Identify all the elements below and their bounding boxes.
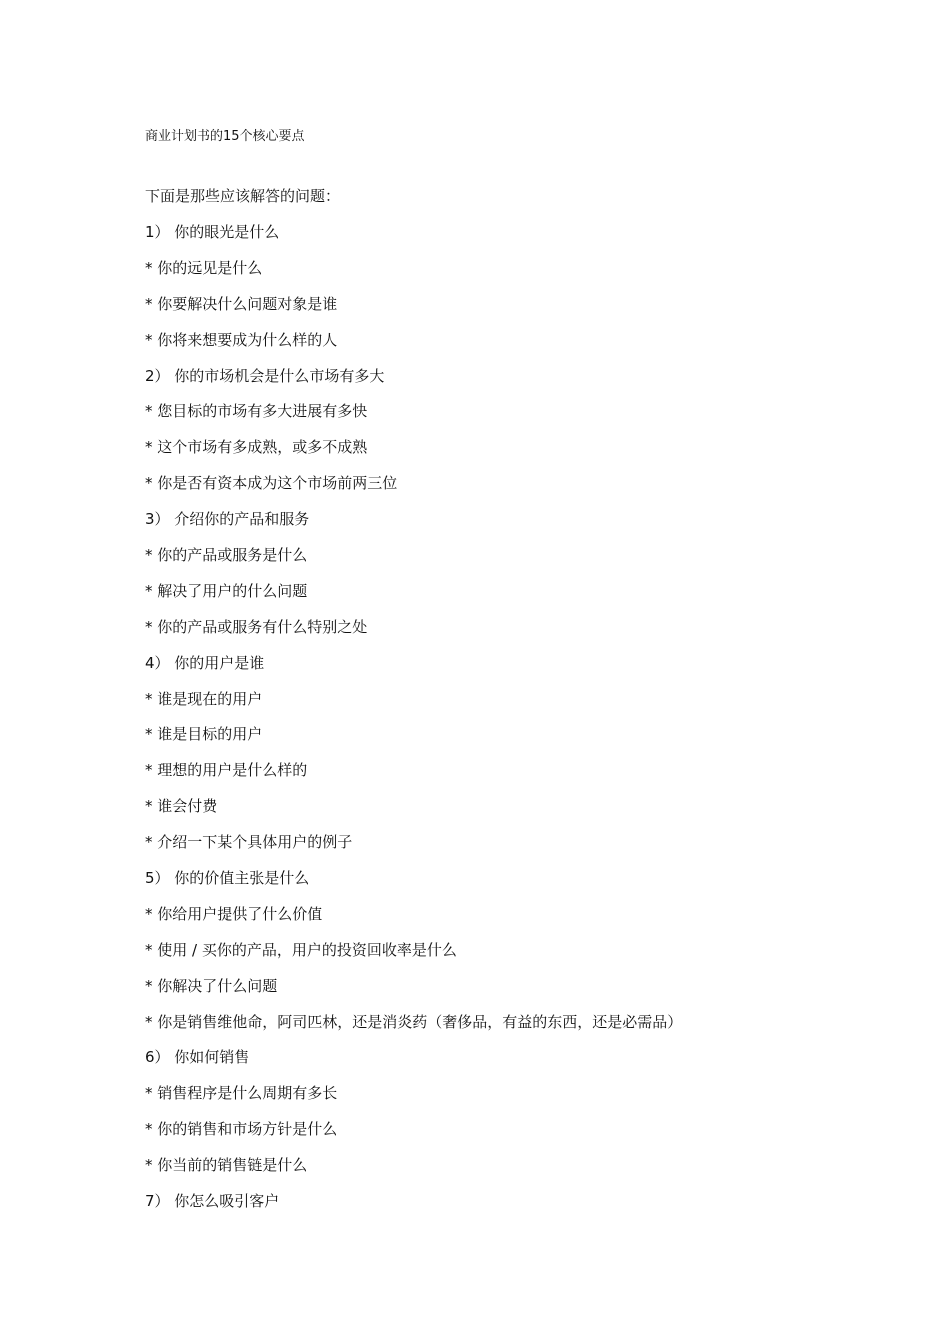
question-line: 6） 你如何销售 bbox=[145, 1048, 250, 1067]
question-line: 5） 你的价值主张是什么 bbox=[145, 869, 310, 888]
question-line: 2） 你的市场机会是什么市场有多大 bbox=[145, 366, 385, 385]
question-line: * 你解决了什么问题 bbox=[145, 976, 278, 995]
question-line: * 你的远见是什么 bbox=[145, 258, 263, 277]
question-line: 1） 你的眼光是什么 bbox=[145, 223, 280, 241]
question-line: * 你的产品或服务有什么特别之处 bbox=[145, 617, 368, 636]
question-line: * 理想的用户是什么样的 bbox=[145, 761, 308, 780]
question-line: * 你当前的销售链是什么 bbox=[145, 1156, 308, 1175]
question-line: * 你是否有资本成为这个市场前两三位 bbox=[145, 474, 398, 493]
question-line: 7） 你怎么吸引客户 bbox=[145, 1192, 280, 1211]
intro-text: 下面是那些应该解答的问题： bbox=[145, 187, 341, 205]
question-list bbox=[145, 221, 682, 1226]
question-line: * 你是销售维他命，阿司匹林，还是消炎药（奢侈品，有益的东西，还是必需品） bbox=[145, 1012, 683, 1031]
question-line: * 您目标的市场有多大进展有多快 bbox=[145, 402, 368, 421]
question-line: * 谁是现在的用户 bbox=[145, 689, 263, 708]
question-line: * 你给用户提供了什么价值 bbox=[145, 904, 323, 923]
question-line: * 谁会付费 bbox=[145, 797, 218, 816]
question-line: 3） 介绍你的产品和服务 bbox=[145, 510, 310, 529]
question-line: * 你的产品或服务是什么 bbox=[145, 546, 308, 565]
question-line: * 使用 / 买你的产品，用户的投资回收率是什么 bbox=[145, 940, 457, 959]
question-line: * 销售程序是什么周期有多长 bbox=[145, 1084, 338, 1103]
question-line: * 你要解决什么问题对象是谁 bbox=[145, 294, 338, 313]
question-line: * 谁是目标的用户 bbox=[145, 725, 263, 744]
question-line: * 解决了用户的什么问题 bbox=[145, 581, 308, 600]
question-line: * 这个市场有多成熟，或多不成熟 bbox=[145, 438, 368, 457]
question-line: * 你将来想要成为什么样的人 bbox=[145, 330, 338, 349]
question-line: * 你的销售和市场方针是什么 bbox=[145, 1120, 338, 1139]
question-line: * 介绍一下某个具体用户的例子 bbox=[145, 833, 353, 852]
page-title: 商业计划书的15个核心要点 bbox=[145, 129, 305, 144]
question-line: 4） 你的用户是谁 bbox=[145, 653, 265, 672]
